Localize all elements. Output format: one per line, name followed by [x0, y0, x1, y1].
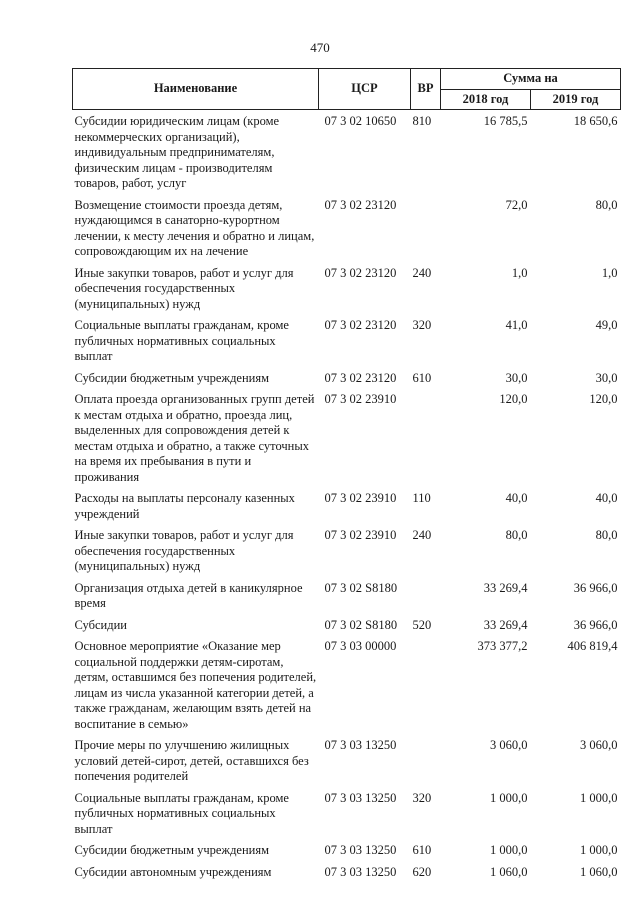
row-name: Возмещение стоимости проезда детям, нуждающимся в санаторно-курортном лечении, к месту лечения и обратно и лицам, сопровождающим их на лечение [74, 197, 315, 258]
row-sum-2019: 18 650,6 [573, 114, 618, 128]
budget-table [72, 68, 621, 886]
table-row [73, 865, 621, 887]
row-csr: 07 3 03 13250 [324, 843, 397, 857]
table-row [73, 528, 621, 581]
table-row [73, 618, 621, 640]
row-sum-2019: 49,0 [595, 318, 618, 332]
table-row [73, 266, 621, 319]
row-sum-2019: 1,0 [601, 265, 618, 280]
row-sum-2019: 120,0 [589, 392, 618, 406]
table-row [73, 198, 621, 266]
row-sum-2018: 16 785,5 [483, 114, 528, 128]
row-name: Иные закупки товаров, работ и услуг для обеспечения государственных (муниципальных) нужд [74, 528, 294, 573]
table-row [73, 581, 621, 618]
row-name: Прочие меры по улучшению жилищных условий детей-сирот, детей, оставшихся без попечения родителей [74, 738, 309, 783]
row-name: Субсидии бюджетным учреждениям [74, 843, 270, 857]
header-csr: ЦСР [319, 69, 411, 110]
row-sum-2019: 30,0 [595, 370, 618, 385]
row-vr: 610 [412, 370, 432, 385]
row-name: Субсидии бюджетным учреждениям [74, 370, 270, 385]
row-sum-2018: 1 060,0 [490, 864, 528, 879]
row-sum-2018: 3 060,0 [490, 738, 528, 752]
row-sum-2019: 36 966,0 [573, 617, 618, 632]
row-vr: 320 [412, 318, 432, 332]
row-sum-2019: 1 000,0 [580, 790, 618, 805]
row-vr: 610 [412, 843, 432, 857]
row-vr: 240 [412, 528, 432, 542]
row-csr: 07 3 03 13250 [324, 790, 397, 805]
row-sum-2018: 33 269,4 [483, 580, 528, 595]
row-csr: 07 3 03 13250 [324, 738, 397, 752]
header-year-2019: 2019 год [531, 89, 621, 110]
row-sum-2019: 80,0 [595, 197, 618, 212]
table-row [73, 491, 621, 528]
row-csr: 07 3 02 23120 [324, 370, 397, 385]
row-csr: 07 3 03 00000 [324, 639, 397, 653]
row-name: Социальные выплаты гражданам, кроме публичных нормативных социальных выплат [74, 790, 289, 836]
row-csr: 07 3 02 S8180 [324, 580, 398, 595]
row-csr: 07 3 02 23120 [324, 318, 397, 332]
row-vr: 320 [412, 790, 432, 805]
row-vr [411, 639, 441, 738]
row-sum-2018: 373 377,2 [477, 639, 528, 653]
row-sum-2019: 40,0 [595, 491, 618, 505]
row-csr: 07 3 02 10650 [324, 114, 397, 128]
row-vr: 620 [412, 864, 432, 879]
table-row [73, 392, 621, 491]
header-year-2018: 2018 год [441, 89, 531, 110]
row-vr [411, 738, 441, 791]
row-sum-2018: 30,0 [505, 370, 528, 385]
row-csr: 07 3 02 23910 [324, 392, 397, 406]
row-csr: 07 3 02 23120 [324, 265, 397, 280]
row-sum-2019: 80,0 [595, 528, 618, 542]
row-csr: 07 3 02 S8180 [324, 617, 398, 632]
row-name: Субсидии юридическим лицам (кроме некоммерческих организаций), индивидуальным предпринимателям, физическим лицам - производителям товаров, работ, услуг [74, 114, 280, 190]
row-sum-2018: 80,0 [505, 528, 528, 542]
row-sum-2019: 406 819,4 [567, 639, 618, 653]
row-sum-2019: 36 966,0 [573, 580, 618, 595]
row-sum-2018: 33 269,4 [483, 617, 528, 632]
table-row [73, 843, 621, 865]
table-row [73, 791, 621, 844]
row-vr: 810 [412, 114, 432, 128]
row-sum-2018: 40,0 [505, 491, 528, 505]
row-sum-2019: 3 060,0 [580, 738, 618, 752]
table-row [73, 738, 621, 791]
row-name: Субсидии автономным учреждениям [74, 864, 272, 879]
row-csr: 07 3 02 23910 [324, 491, 397, 505]
row-vr [411, 392, 441, 491]
page-number: 470 [310, 40, 330, 55]
row-name: Иные закупки товаров, работ и услуг для обеспечения государственных (муниципальных) нужд [74, 265, 294, 311]
table-row [73, 639, 621, 738]
row-sum-2018: 1,0 [511, 265, 528, 280]
row-vr: 240 [412, 265, 432, 280]
row-vr [411, 198, 441, 266]
table-header [73, 69, 621, 110]
row-name: Основное мероприятие «Оказание мер социальной поддержки детям-сиротам, детям, оставшимся без попечения родителей, лицам из числа указанной категории детей, а также гражданам, желающим взять детей на воспитание в семью» [74, 639, 317, 731]
table-row [73, 110, 621, 198]
table-row [73, 318, 621, 371]
row-sum-2019: 1 060,0 [580, 864, 618, 879]
row-sum-2018: 120,0 [499, 392, 528, 406]
row-sum-2018: 1 000,0 [490, 843, 528, 857]
row-csr: 07 3 02 23120 [324, 197, 397, 212]
row-sum-2018: 72,0 [505, 197, 528, 212]
row-name: Социальные выплаты гражданам, кроме публичных нормативных социальных выплат [74, 318, 289, 363]
row-csr: 07 3 02 23910 [324, 528, 397, 542]
header-vr: ВР [411, 69, 441, 110]
row-sum-2018: 1 000,0 [490, 790, 528, 805]
row-sum-2019: 1 000,0 [580, 843, 618, 857]
row-sum-2018: 41,0 [505, 318, 528, 332]
row-vr [411, 581, 441, 618]
row-name: Оплата проезда организованных групп детей к местам отдыха и обратно, проезда лиц, выделенных для сопровождения детей к местам отдыха и обратно, а также суточных на время их пребывания в пути и проживания [74, 392, 315, 484]
row-csr: 07 3 03 13250 [324, 864, 397, 879]
row-name: Субсидии [74, 617, 127, 632]
table-body [73, 110, 621, 887]
row-name: Расходы на выплаты персоналу казенных учреждений [74, 491, 295, 521]
header-name: Наименование [73, 69, 319, 110]
row-name: Организация отдыха детей в каникулярное время [74, 580, 303, 610]
row-vr: 520 [412, 617, 432, 632]
header-sum: Сумма на [441, 69, 621, 90]
row-vr: 110 [412, 491, 431, 505]
table-row [73, 371, 621, 393]
